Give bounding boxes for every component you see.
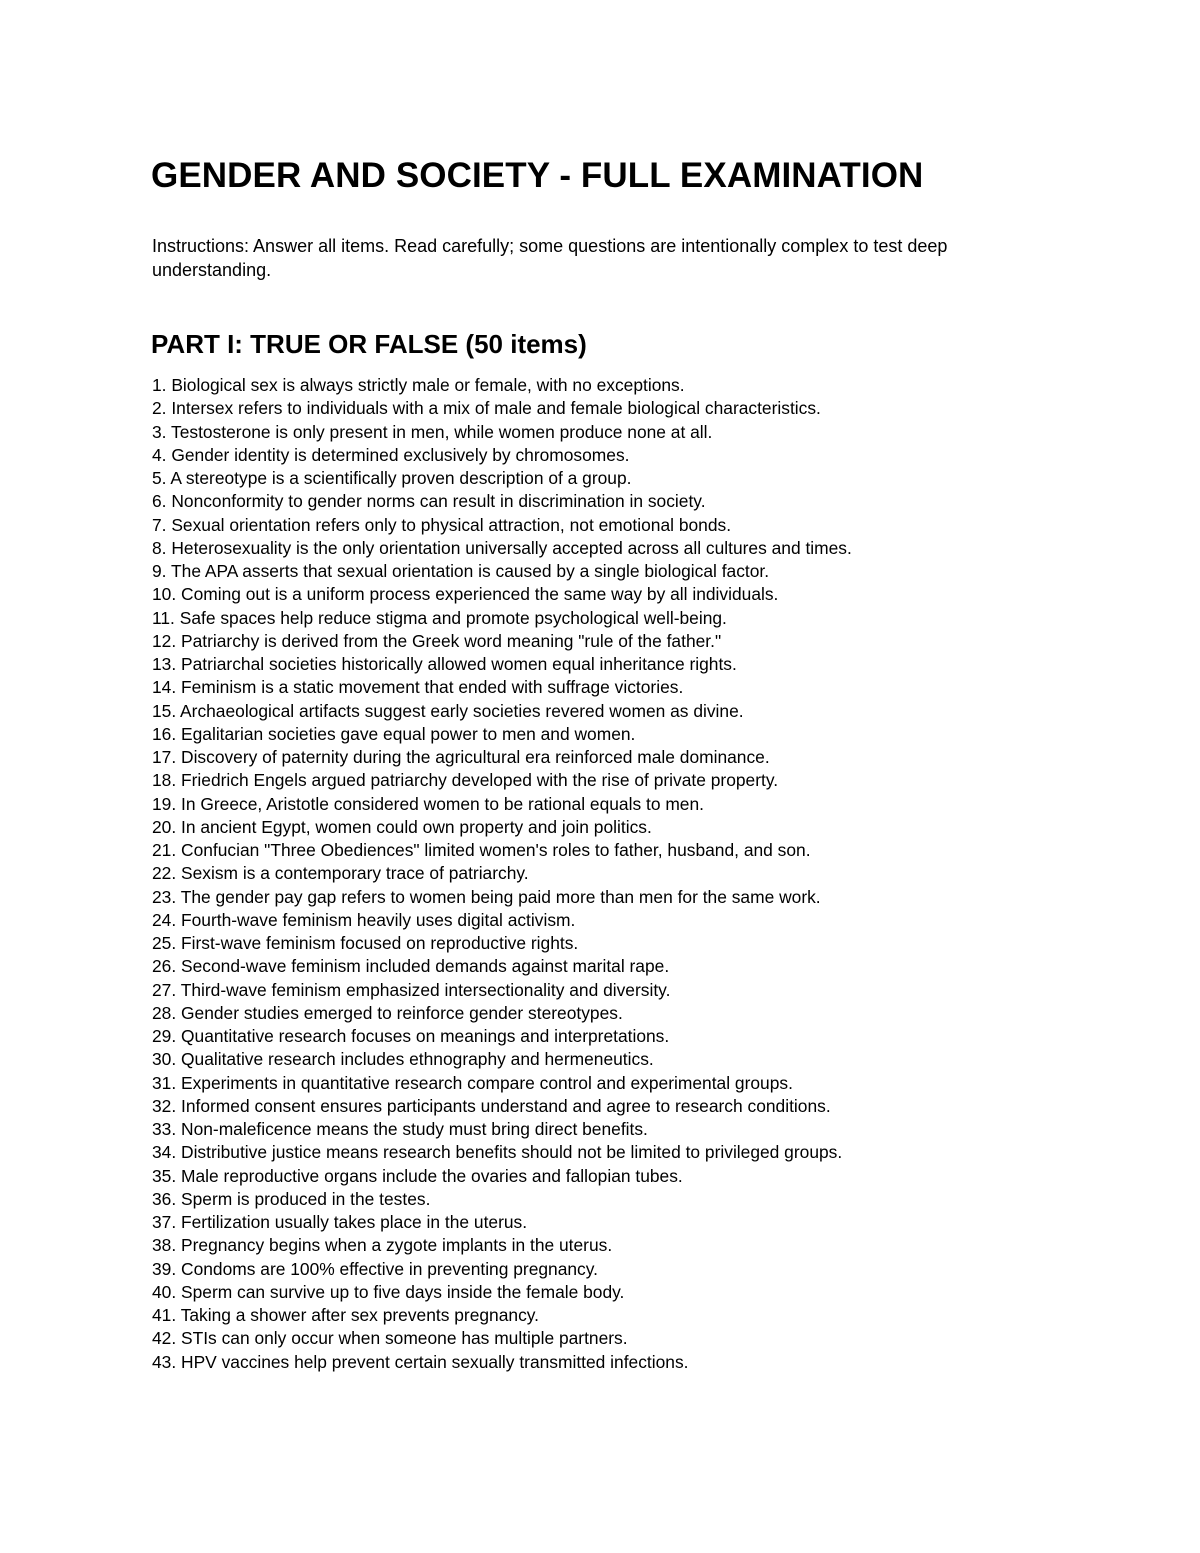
list-item: 32. Informed consent ensures participants understand and agree to research conditions. (152, 1095, 831, 1116)
list-item: 5. A stereotype is a scientifically proven description of a group. (152, 468, 632, 488)
list-item: 11. Safe spaces help reduce stigma and promote psychological well-being. (152, 607, 727, 628)
list-item: 30. Qualitative research includes ethnography and hermeneutics. (152, 1049, 654, 1070)
list-item: 26. Second-wave feminism included demands against marital rape. (152, 956, 670, 977)
list-item: 12. Patriarchy is derived from the Greek word meaning "rule of the father." (152, 630, 722, 651)
list-item: 43. HPV vaccines help prevent certain sexually transmitted infections. (152, 1351, 689, 1372)
list-item: 27. Third-wave feminism emphasized intersectionality and diversity. (152, 979, 671, 1000)
list-item: 34. Distributive justice means research benefits should not be limited to privileged groups. (152, 1142, 843, 1163)
true-false-item-list (152, 374, 852, 1374)
list-item: 29. Quantitative research focuses on meanings and interpretations. (152, 1026, 670, 1046)
list-item: 20. In ancient Egypt, women could own property and join politics. (152, 816, 652, 837)
list-item: 40. Sperm can survive up to five days inside the female body. (152, 1281, 625, 1302)
list-item: 7. Sexual orientation refers only to physical attraction, not emotional bonds. (152, 514, 732, 535)
list-item: 14. Feminism is a static movement that ended with suffrage victories. (152, 677, 684, 698)
list-item: 18. Friedrich Engels argued patriarchy developed with the rise of private property. (152, 770, 779, 791)
list-item: 8. Heterosexuality is the only orientation universally accepted across all cultures and times. (152, 537, 852, 558)
list-item: 36. Sperm is produced in the testes. (152, 1188, 431, 1209)
list-item: 39. Condoms are 100% effective in preventing pregnancy. (152, 1258, 598, 1279)
list-item: 41. Taking a shower after sex prevents pregnancy. (152, 1305, 539, 1325)
part1-heading: PART I: TRUE OR FALSE (50 items) (151, 329, 587, 359)
instructions-text: Instructions: Answer all items. Read carefully; some questions are intentionally complex to test deep understanding. (152, 236, 948, 280)
list-item: 25. First-wave feminism focused on reproductive rights. (152, 933, 579, 953)
list-item: 42. STIs can only occur when someone has multiple partners. (152, 1328, 628, 1349)
list-item: 23. The gender pay gap refers to women being paid more than men for the same work. (152, 886, 821, 907)
page-title: GENDER AND SOCIETY - FULL EXAMINATION (151, 156, 924, 195)
list-item: 4. Gender identity is determined exclusively by chromosomes. (152, 444, 630, 465)
list-item: 22. Sexism is a contemporary trace of patriarchy. (152, 863, 529, 884)
list-item: 38. Pregnancy begins when a zygote implants in the uterus. (152, 1235, 613, 1256)
list-item: 16. Egalitarian societies gave equal power to men and women. (152, 723, 636, 744)
list-item: 21. Confucian "Three Obediences" limited women's roles to father, husband, and son. (152, 840, 811, 860)
list-item: 6. Nonconformity to gender norms can result in discrimination in society. (152, 491, 706, 512)
list-item: 17. Discovery of paternity during the agricultural era reinforced male dominance. (152, 747, 770, 767)
list-item: 37. Fertilization usually takes place in the uterus. (152, 1212, 528, 1232)
list-item: 19. In Greece, Aristotle considered women to be rational equals to men. (152, 793, 704, 814)
list-item: 13. Patriarchal societies historically allowed women equal inheritance rights. (152, 654, 737, 674)
list-item: 3. Testosterone is only present in men, while women produce none at all. (152, 421, 713, 442)
list-item: 15. Archaeological artifacts suggest early societies revered women as divine. (152, 700, 744, 721)
list-item: 2. Intersex refers to individuals with a mix of male and female biological characteristics. (152, 398, 821, 419)
list-item: 33. Non-maleficence means the study must bring direct benefits. (152, 1119, 648, 1139)
list-item: 28. Gender studies emerged to reinforce gender stereotypes. (152, 1002, 623, 1023)
list-item: 9. The APA asserts that sexual orientation is caused by a single biological factor. (152, 561, 770, 581)
list-item: 35. Male reproductive organs include the ovaries and fallopian tubes. (152, 1165, 683, 1186)
list-item: 1. Biological sex is always strictly male or female, with no exceptions. (152, 375, 685, 395)
list-item: 10. Coming out is a uniform process experienced the same way by all individuals. (152, 584, 779, 605)
list-item: 31. Experiments in quantitative research compare control and experimental groups. (152, 1072, 793, 1093)
list-item: 24. Fourth-wave feminism heavily uses digital activism. (152, 909, 576, 930)
